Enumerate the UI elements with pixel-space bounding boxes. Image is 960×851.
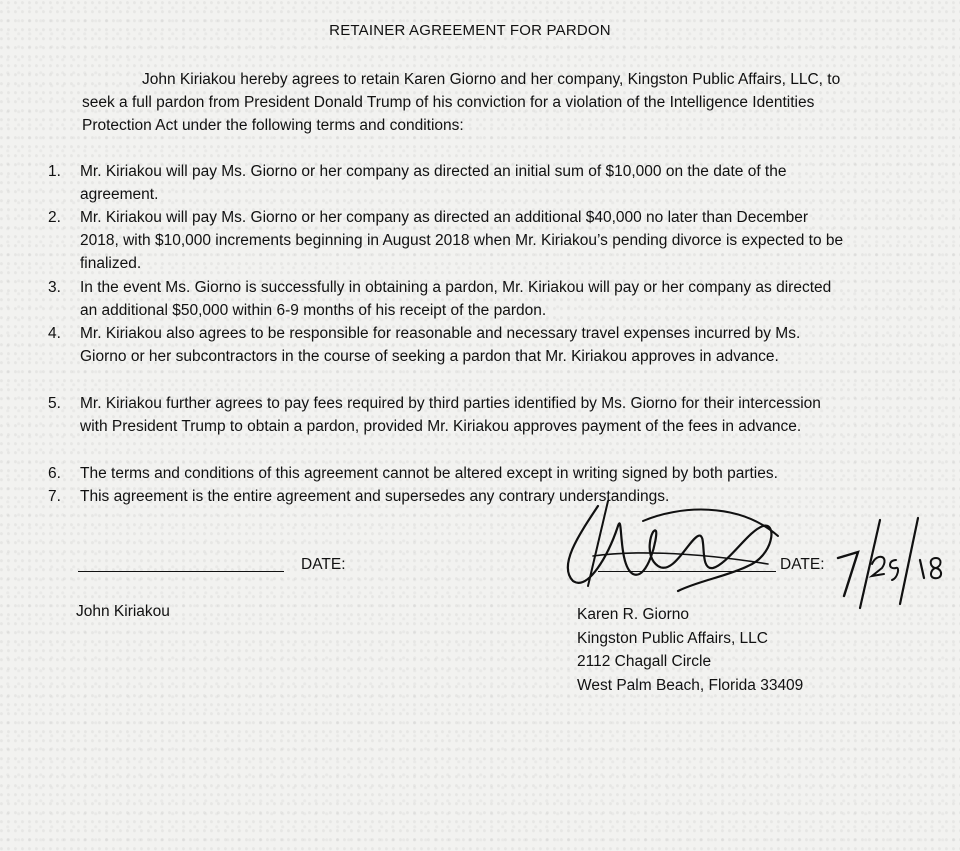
party2-city: West Palm Beach, Florida 33409 bbox=[577, 676, 804, 694]
party2-block bbox=[577, 603, 803, 697]
party2-street: 2112 Chagall Circle bbox=[577, 653, 712, 670]
intro-paragraph bbox=[82, 68, 842, 137]
term-number: 5. bbox=[48, 395, 61, 412]
party2-name: Karen R. Giorno bbox=[577, 606, 689, 623]
term-text: Mr. Kiriakou will pay Ms. Giorno or her company as directed an initial sum of $10,000 on the date of the agreement. bbox=[80, 163, 787, 203]
term-text: Mr. Kiriakou also agrees to be responsible for reasonable and necessary travel expenses incurred by Ms. Giorno or her subcontractors in the course of seeking a pardon that Mr. Kiriakou approves in advance. bbox=[80, 325, 801, 365]
party2-date-label: DATE: bbox=[780, 556, 825, 573]
term-number: 6. bbox=[48, 465, 61, 482]
term-number: 7. bbox=[48, 488, 61, 505]
term-number: 4. bbox=[48, 325, 61, 342]
intro-text: John Kiriakou hereby agrees to retain Karen Giorno and her company, Kingston Public Affairs, LLC, to seek a full pardon from President Donald Trump of his conviction for a violation of the Intelligence Identities Protection Act under the following terms and conditions: bbox=[82, 71, 841, 134]
term-text: The terms and conditions of this agreement cannot be altered except in writing signed by both parties. bbox=[80, 465, 778, 482]
term-text: Mr. Kiriakou further agrees to pay fees required by third parties identified by Ms. Giorno for their intercession with President Trump to obtain a pardon, provided Mr. Kiriakou approves payment of the fees in advance. bbox=[80, 395, 821, 435]
term-item bbox=[48, 206, 850, 275]
handwritten-signature bbox=[548, 496, 788, 601]
term-number: 3. bbox=[48, 279, 61, 296]
party1-name: John Kiriakou bbox=[76, 603, 170, 620]
term-item bbox=[48, 392, 850, 438]
term-item bbox=[48, 160, 850, 206]
term-text: This agreement is the entire agreement and supersedes any contrary understandings. bbox=[80, 488, 670, 505]
term-number: 2. bbox=[48, 209, 61, 226]
term-item bbox=[48, 276, 850, 322]
term-text: In the event Ms. Giorno is successfully in obtaining a pardon, Mr. Kiriakou will pay or her company as directed an additional $50,000 within 6-9 months of his receipt of the pardon. bbox=[80, 279, 832, 319]
term-item bbox=[48, 322, 850, 368]
document-title: RETAINER AGREEMENT FOR PARDON bbox=[329, 22, 611, 39]
party1-date-label: DATE: bbox=[301, 556, 346, 573]
party2-company: Kingston Public Affairs, LLC bbox=[577, 629, 768, 647]
term-number: 1. bbox=[48, 163, 61, 180]
term-text: Mr. Kiriakou will pay Ms. Giorno or her company as directed an additional $40,000 no later than December 2018, with $10,000 increments beginning in August 2018 when Mr. Kiriakou’s pending divorce is expected to be finalized. bbox=[80, 209, 844, 272]
term-item bbox=[48, 462, 850, 485]
handwritten-date bbox=[822, 508, 952, 618]
party1-signature-line bbox=[78, 571, 284, 572]
